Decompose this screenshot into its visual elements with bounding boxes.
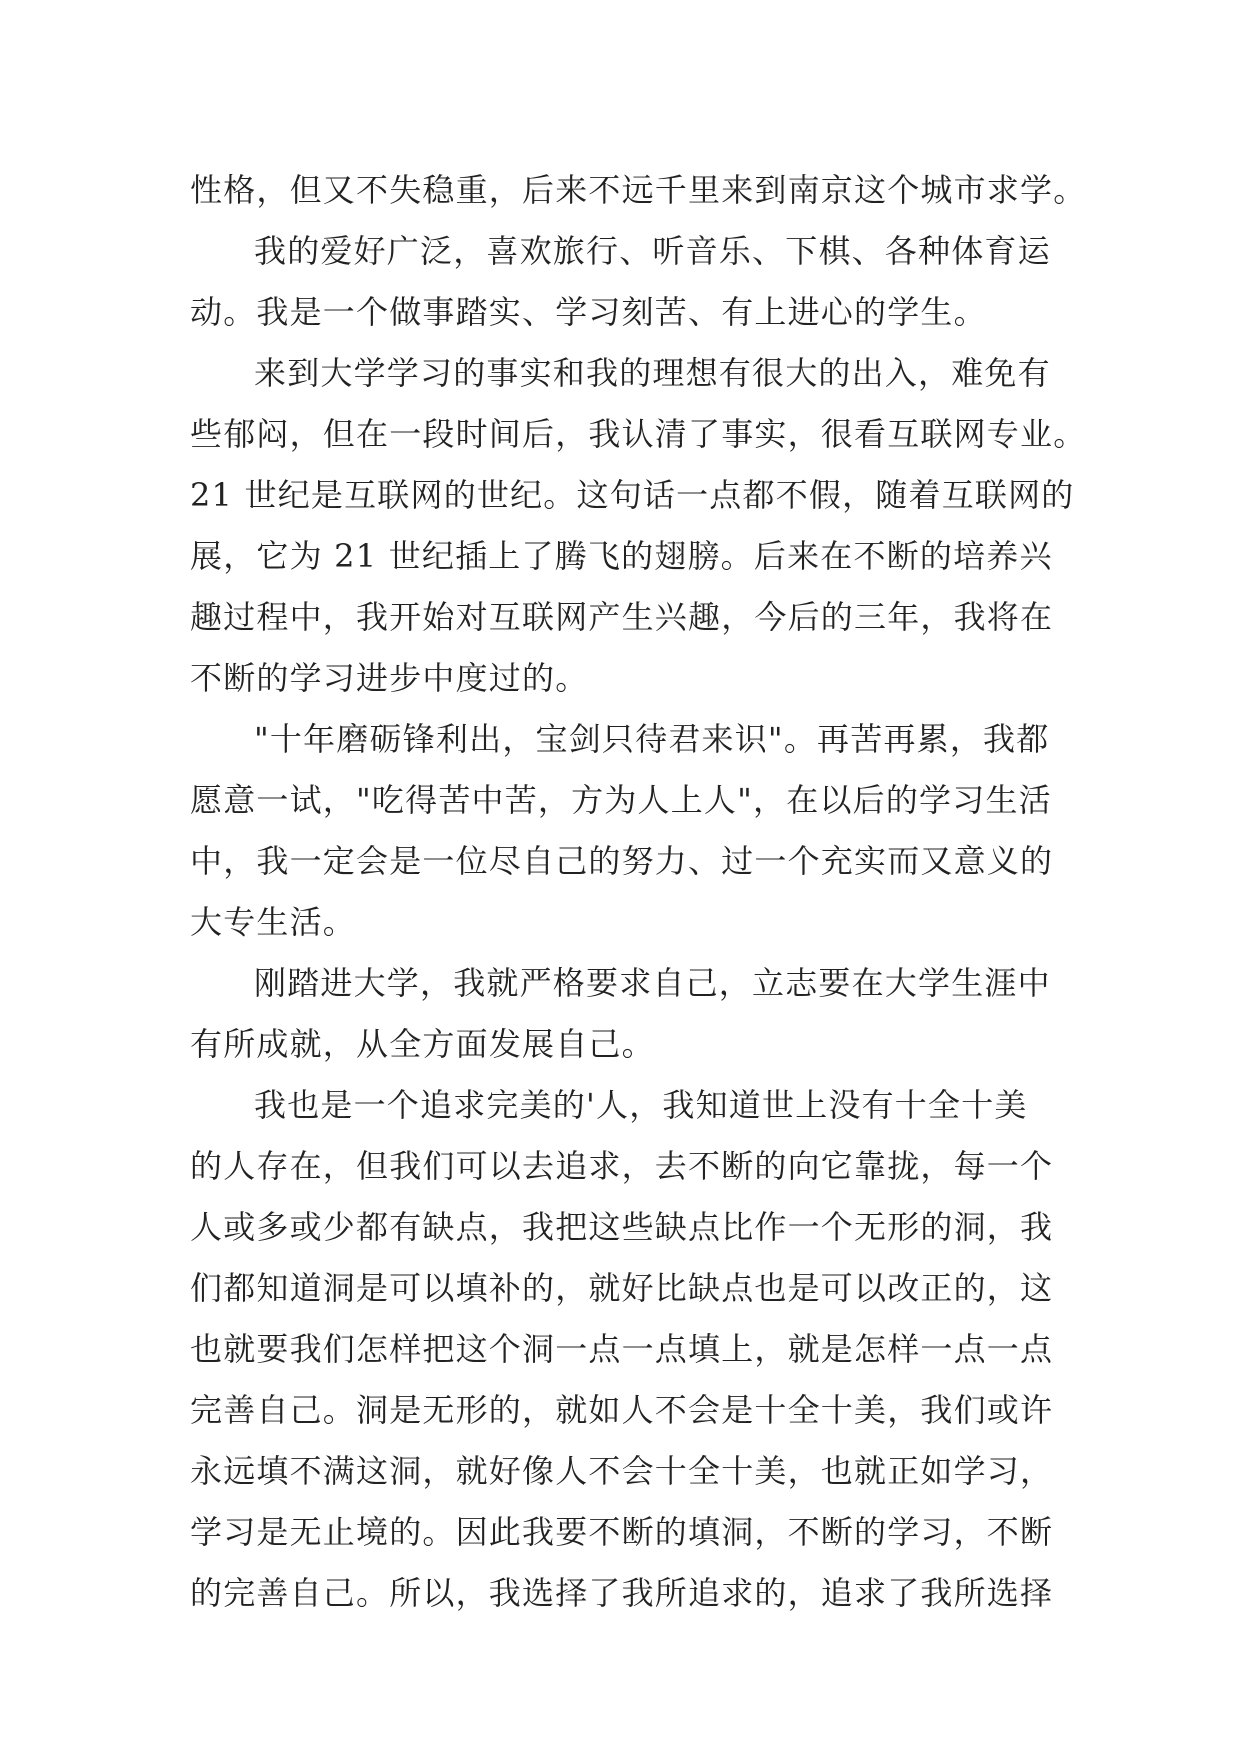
paragraph-start-line: 刚踏进大学，我就严格要求自己，立志要在大学生涯中 bbox=[254, 964, 1051, 1002]
text-line: 也就要我们怎样把这个洞一点一点填上，就是怎样一点一点 bbox=[190, 1330, 1054, 1368]
text-line: 趣过程中，我开始对互联网产生兴趣，今后的三年，我将在 bbox=[190, 598, 1054, 636]
text-line: 永远填不满这洞，就好像人不会十全十美，也就正如学习， bbox=[190, 1452, 1054, 1490]
text-line: 展，它为 21 世纪插上了腾飞的翅膀。后来在不断的培养兴 bbox=[190, 537, 1053, 575]
text-line: 的人存在，但我们可以去追求，去不断的向它靠拢，每一个 bbox=[190, 1147, 1054, 1185]
text-line: 大专生活。 bbox=[190, 903, 357, 941]
text-line: 性格，但又不失稳重，后来不远千里来到南京这个城市求学。 bbox=[190, 171, 1087, 209]
text-line: 人或多或少都有缺点，我把这些缺点比作一个无形的洞，我 bbox=[190, 1208, 1054, 1246]
text-line: 愿意一试，"吃得苦中苦，方为人上人"，在以后的学习生活 bbox=[190, 781, 1052, 819]
text-line: 有所成就，从全方面发展自己。 bbox=[190, 1025, 655, 1063]
text-line: 不断的学习进步中度过的。 bbox=[190, 659, 589, 697]
text-line: 们都知道洞是可以填补的，就好比缺点也是可以改正的，这 bbox=[190, 1269, 1054, 1307]
text-line: 21 世纪是互联网的世纪。这句话一点都不假，随着互联网的 bbox=[190, 476, 1075, 514]
body-text bbox=[190, 160, 1087, 1624]
text-line: 学习是无止境的。因此我要不断的填洞，不断的学习，不断 bbox=[190, 1513, 1054, 1551]
paragraph-start-line: "十年磨砺锋利出，宝剑只待君来识"。再苦再累，我都 bbox=[254, 720, 1050, 758]
text-line: 中，我一定会是一位尽自己的努力、过一个充实而又意义的 bbox=[190, 842, 1054, 880]
paragraph-start-line: 来到大学学习的事实和我的理想有很大的出入，难免有 bbox=[254, 354, 1051, 392]
text-line: 动。我是一个做事踏实、学习刻苦、有上进心的学生。 bbox=[190, 293, 987, 331]
text-line: 完善自己。洞是无形的，就如人不会是十全十美，我们或许 bbox=[190, 1391, 1054, 1429]
paragraph-start-line: 我的爱好广泛，喜欢旅行、听音乐、下棋、各种体育运 bbox=[254, 232, 1051, 270]
paragraph-start-line: 我也是一个追求完美的'人，我知道世上没有十全十美 bbox=[254, 1086, 1028, 1124]
text-line: 些郁闷，但在一段时间后，我认清了事实，很看互联网专业。 bbox=[190, 415, 1087, 453]
text-line: 的完善自己。所以，我选择了我所追求的，追求了我所选择 bbox=[190, 1574, 1054, 1612]
